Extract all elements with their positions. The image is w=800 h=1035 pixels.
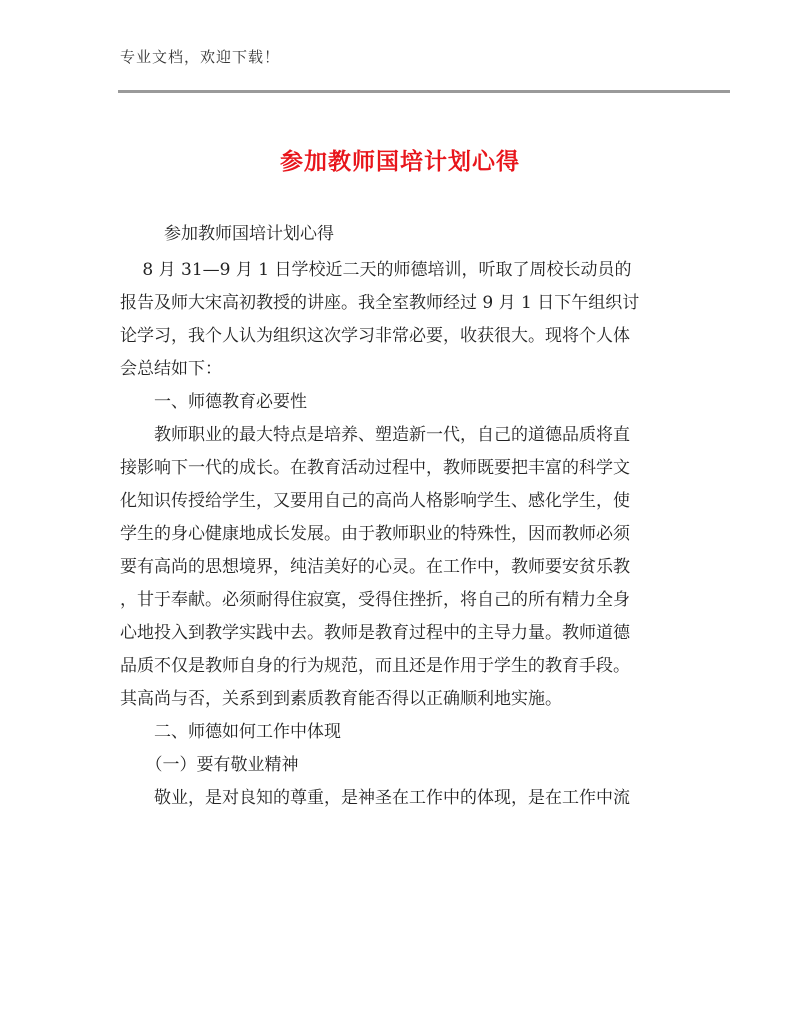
body-line: 8 月 31—9 月 1 日学校近二天的师德培训，听取了周校长动员的 [120,260,632,280]
document-subtitle: 参加教师国培计划心得 [164,224,334,244]
body-line: 报告及师大宋高初教授的讲座。我全室教师经过 9 月 1 日下午组织讨 [120,293,640,313]
document-body [120,218,680,815]
body-line: 接影响下一代的成长。在教育活动过程中，教师既要把丰富的科学文 [120,458,630,478]
body-line: ，甘于奉献。必须耐得住寂寞，受得住挫折，将自己的所有精力全身 [120,590,630,610]
body-line: 化知识传授给学生，又要用自己的高尚人格影响学生、感化学生，使 [120,491,630,511]
document-title: 参加教师国培计划心得 [280,149,520,175]
body-line: 心地投入到教学实践中去。教师是教育过程中的主导力量。教师道德 [120,623,630,643]
body-line: 学生的身心健康地成长发展。由于教师职业的特殊性，因而教师必须 [120,524,630,544]
body-line: 其高尚与否，关系到到素质教育能否得以正确顺利地实施。 [120,689,562,709]
section-heading: 二、师德如何工作中体现 [120,722,341,742]
body-line: 敬业，是对良知的尊重，是神圣在工作中的体现，是在工作中流 [120,788,630,808]
section-heading: 一、师德教育必要性 [120,392,307,412]
body-line: 会总结如下： [120,359,222,379]
body-line: 论学习，我个人认为组织这次学习非常必要，收获很大。现将个人体 [120,326,630,346]
body-line: 教师职业的最大特点是培养、塑造新一代，自己的道德品质将直 [120,425,630,445]
body-line: 要有高尚的思想境界，纯洁美好的心灵。在工作中，教师要安贫乐教 [120,557,630,577]
header-divider [118,90,730,93]
body-line: 品质不仅是教师自身的行为规范，而且还是作用于学生的教育手段。 [120,656,630,676]
header-note: 专业文档，欢迎下载！ [120,48,281,66]
subsection-heading: （一）要有敬业精神 [120,755,299,775]
